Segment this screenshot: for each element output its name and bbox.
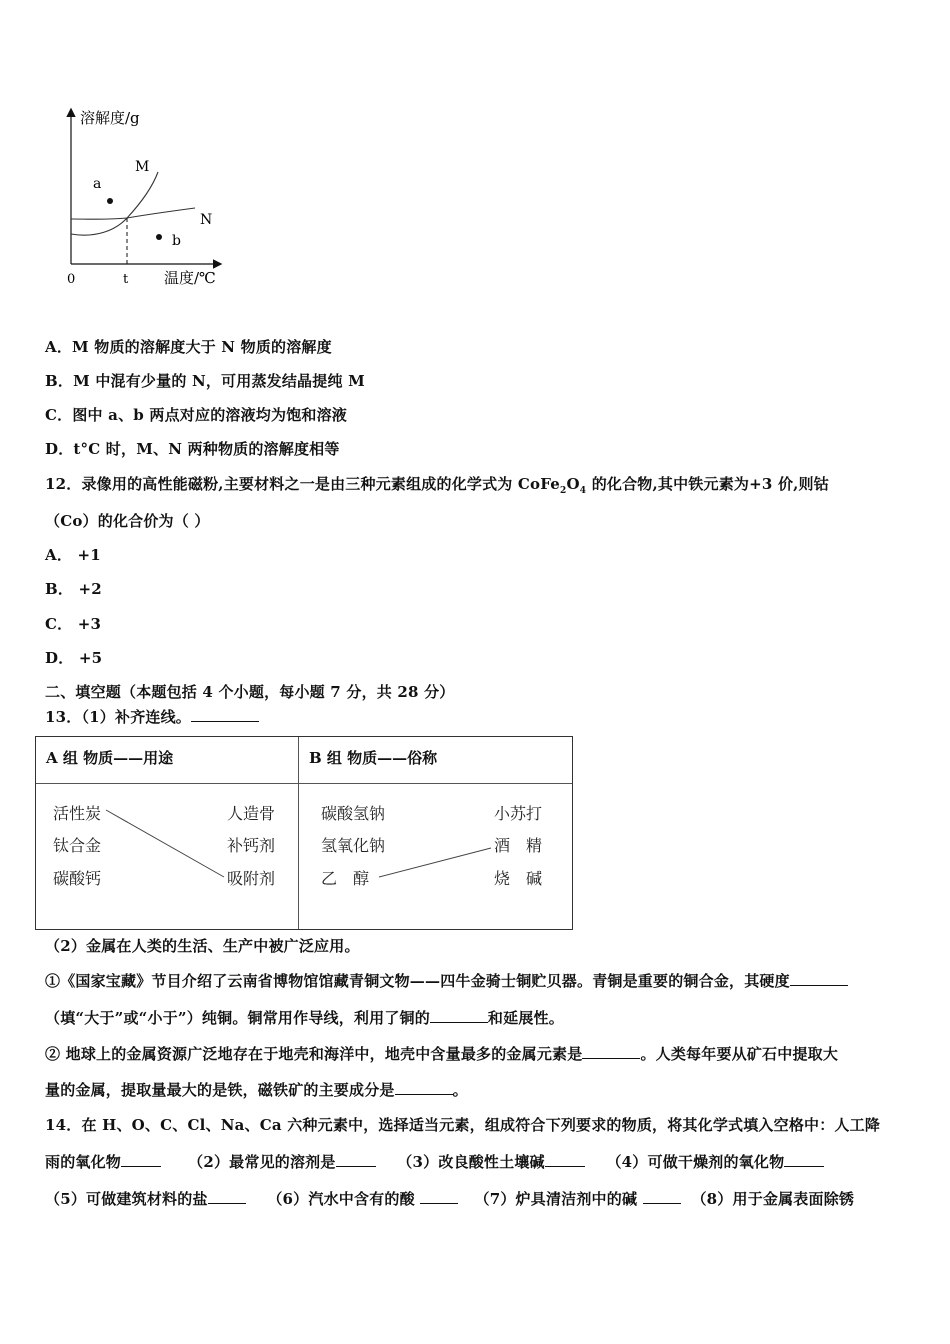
origin-label: 0 bbox=[67, 272, 76, 287]
q13-p2-line2: 量的金属，提取量最大的是铁，磁铁矿的主要成分是 。 bbox=[45, 1081, 468, 1099]
q13-p1-line1: ①《国家宝藏》节目介绍了云南省博物馆馆藏青铜文物——四牛金骑士铜贮贝器。青铜是重要的铜合金，其硬度 bbox=[45, 970, 848, 991]
curve-m-label: M bbox=[135, 159, 150, 175]
q11-option-a: A．M 物质的溶解度大于 N 物质的溶解度 bbox=[45, 338, 332, 356]
group-a-header: A 组 物质——用途 bbox=[46, 749, 174, 767]
group-b-header: B 组 物质——俗称 bbox=[309, 749, 438, 767]
q13-part1: 13．（1）补齐连线。 bbox=[45, 706, 259, 727]
q14-stem: 14．在 H、O、C、Cl、Na、Ca 六种元素中，选择适当元素，组成符合下列要求的物质，将其化学式填入空格中：人工降 bbox=[45, 1116, 881, 1134]
curve-n bbox=[71, 208, 195, 219]
q13-p1-line2: （填“大于”或“小于”）纯铜。铜常用作导线，利用了铜的 和延展性。 bbox=[45, 1009, 564, 1027]
answer-blank[interactable] bbox=[430, 1008, 488, 1023]
answer-blank[interactable] bbox=[784, 1152, 824, 1167]
b-left-item: 氢氧化钠 bbox=[321, 836, 386, 855]
t-label: t bbox=[123, 272, 129, 287]
b-right-item: 烧 碱 bbox=[494, 869, 543, 888]
a-right-item: 吸附剂 bbox=[227, 869, 276, 888]
q13-p2-line1: ② 地球上的金属资源广泛地存在于地壳和海洋中，地壳中含量最多的金属元素是 。人类每年要从矿石中提取大 bbox=[45, 1045, 839, 1063]
answer-blank[interactable] bbox=[643, 1189, 681, 1204]
a-right-item: 补钙剂 bbox=[227, 836, 276, 855]
q14-line3: （5）可做建筑材料的盐 （6）汽水中含有的酸 （7）炉具清洁剂中的碱 （8）用于金属表面除锈 bbox=[45, 1190, 855, 1208]
answer-blank[interactable] bbox=[420, 1189, 458, 1204]
point-b-label: b bbox=[172, 233, 181, 249]
curve-m bbox=[71, 172, 158, 235]
q14-line2: 雨的氧化物 （2）最常见的溶剂是 （3）改良酸性土壤碱 （4）可做干燥剂的氧化物 bbox=[45, 1151, 824, 1172]
matching-table bbox=[35, 736, 573, 930]
q11-option-d: D．t°C 时，M、N 两种物质的溶解度相等 bbox=[45, 440, 340, 458]
answer-blank[interactable] bbox=[582, 1044, 640, 1059]
connector-ethanol-alcohol bbox=[379, 848, 491, 877]
connector-activated-carbon-adsorbent bbox=[106, 810, 224, 877]
a-left-item: 活性炭 bbox=[53, 804, 102, 823]
point-b bbox=[156, 234, 162, 240]
connection-lines bbox=[36, 737, 574, 931]
q11-option-b: B．M 中混有少量的 N，可用蒸发结晶提纯 M bbox=[45, 372, 365, 390]
answer-blank[interactable] bbox=[208, 1189, 246, 1204]
b-left-item: 碳酸氢钠 bbox=[321, 804, 386, 823]
q12-option-a: A． +1 bbox=[45, 546, 101, 564]
answer-blank[interactable] bbox=[191, 707, 259, 722]
answer-blank[interactable] bbox=[121, 1152, 161, 1167]
answer-blank[interactable] bbox=[545, 1152, 585, 1167]
b-right-item: 小苏打 bbox=[494, 804, 543, 823]
q12-option-d: D． +5 bbox=[45, 649, 103, 667]
solubility-chart bbox=[40, 96, 240, 296]
b-left-item: 乙 醇 bbox=[321, 869, 370, 888]
b-right-item: 酒 精 bbox=[494, 836, 543, 855]
answer-blank[interactable] bbox=[336, 1152, 376, 1167]
point-a-label: a bbox=[93, 176, 102, 192]
q12-option-c: C． +3 bbox=[45, 615, 102, 633]
a-left-item: 碳酸钙 bbox=[53, 869, 102, 888]
q11-option-c: C．图中 a、b 两点对应的溶液均为饱和溶液 bbox=[45, 406, 347, 424]
q12-option-b: B． +2 bbox=[45, 580, 102, 598]
curve-n-label: N bbox=[200, 212, 213, 228]
q12-stem-line1: 12．录像用的高性能磁粉,主要材料之一是由三种元素组成的化学式为 $CoFe_2O_4$ 的化合物,其中铁元素为+3 价,则钴 bbox=[45, 475, 829, 496]
x-axis-label: 温度/℃ bbox=[164, 269, 216, 287]
answer-blank[interactable] bbox=[395, 1080, 453, 1095]
a-right-item: 人造骨 bbox=[227, 804, 276, 823]
point-a bbox=[107, 198, 113, 204]
q13-part2: （2）金属在人类的生活、生产中被广泛应用。 bbox=[45, 937, 360, 955]
y-axis-label: 溶解度/g bbox=[80, 109, 140, 127]
section2-heading: 二、填空题（本题包括 4 个小题，每小题 7 分，共 28 分） bbox=[45, 683, 455, 701]
a-left-item: 钛合金 bbox=[53, 836, 102, 855]
answer-blank[interactable] bbox=[790, 971, 848, 986]
q12-stem-line2: （Co）的化合价为（ ） bbox=[45, 512, 210, 530]
